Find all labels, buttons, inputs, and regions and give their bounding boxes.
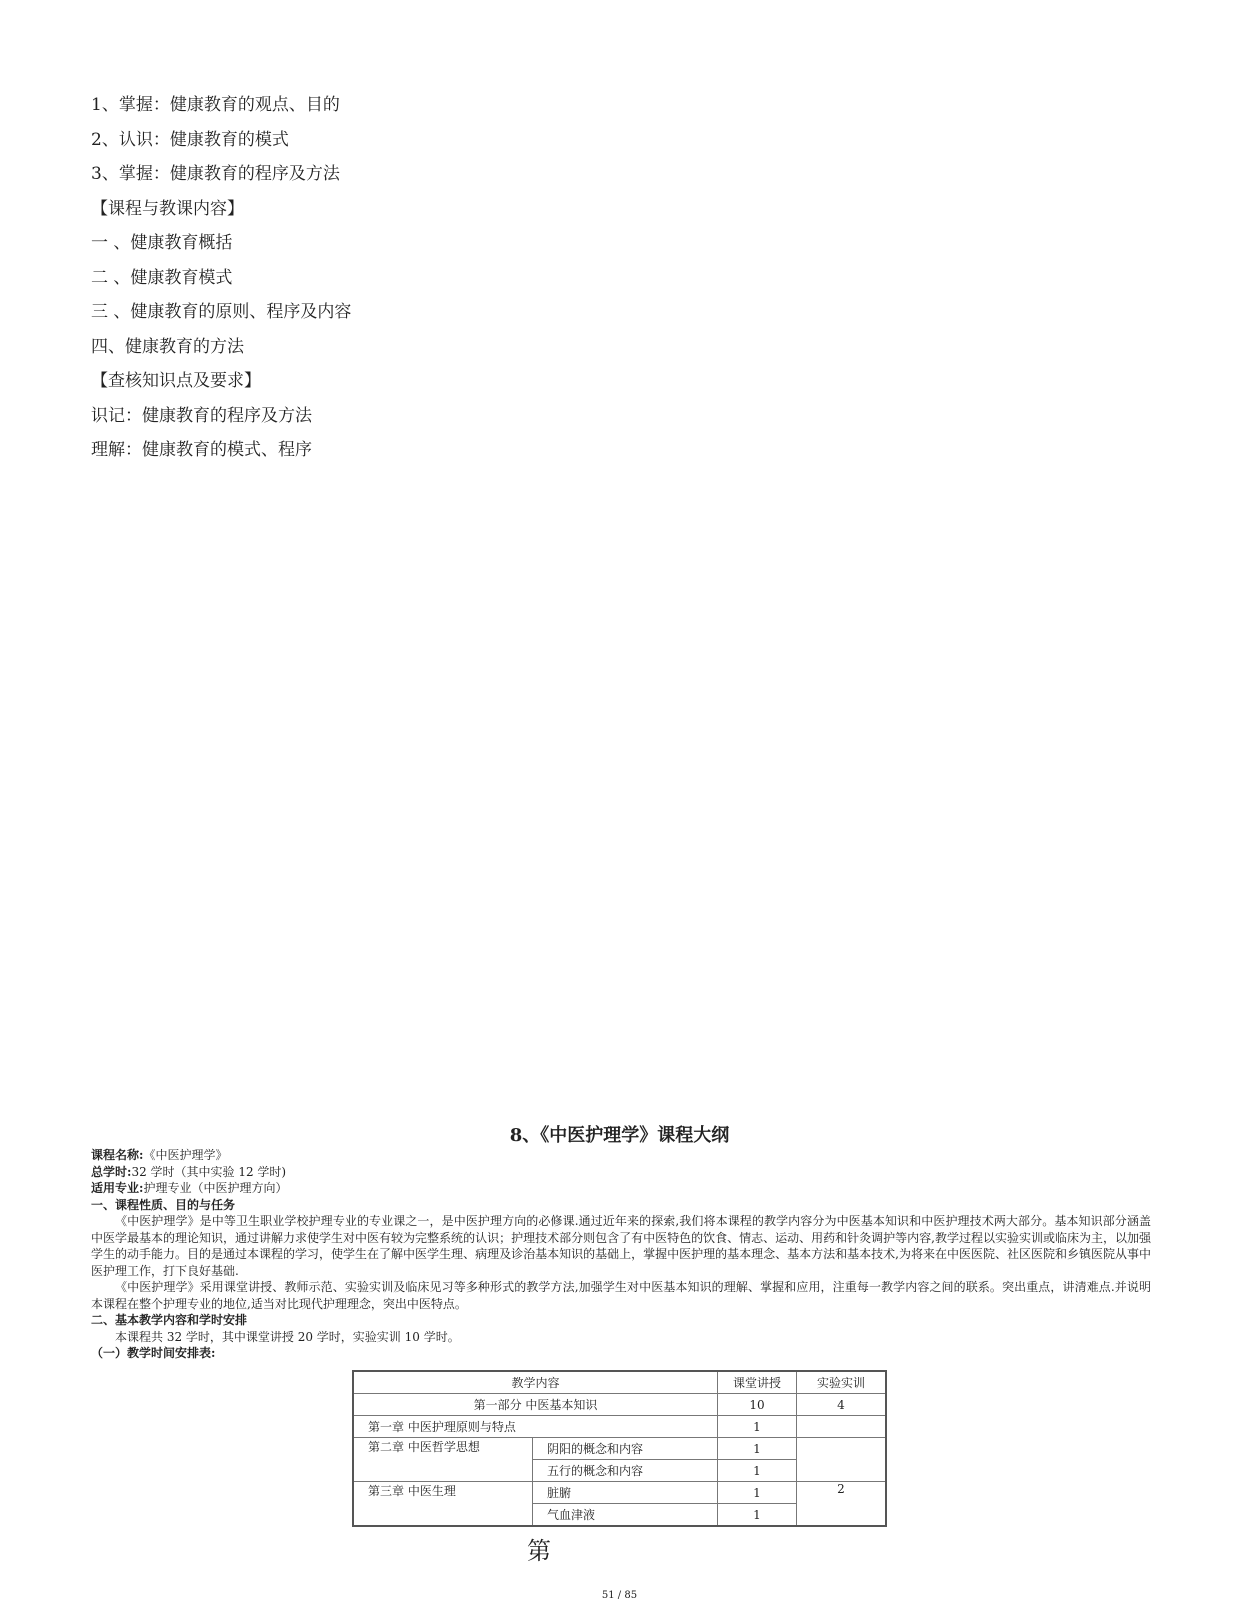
paragraph: 本课程共 32 学时，其中课堂讲授 20 学时，实验实训 10 学时。 xyxy=(115,1329,460,1344)
table-cell: 2 xyxy=(797,1482,887,1527)
table-cell: 第三章 中医生理 xyxy=(353,1482,533,1527)
table-cell xyxy=(797,1416,887,1438)
part1-heading: 一、课程性质、目的与任务 xyxy=(91,1197,236,1212)
table-cell xyxy=(797,1438,887,1482)
list-line: 【课程与教课内容】 xyxy=(91,198,244,219)
table-cell: 1 xyxy=(718,1416,797,1438)
list-line: 二 、健康教育模式 xyxy=(91,267,233,288)
list-line: 四、健康教育的方法 xyxy=(91,336,244,357)
total-hours-row xyxy=(91,1164,1151,1181)
list-line: 三 、健康教育的原则、程序及内容 xyxy=(91,302,352,322)
section-title: 8、《中医护理学》课程大纲 xyxy=(509,1125,730,1146)
table-cell: 第二章 中医哲学思想 xyxy=(353,1438,533,1482)
total-hours-label: 总学时: xyxy=(91,1164,132,1179)
course-name-value: 《中医护理学》 xyxy=(143,1148,228,1162)
schedule-table xyxy=(352,1370,887,1527)
table-cell: 10 xyxy=(718,1394,797,1416)
paragraph: 《中医护理学》是中等卫生职业学校护理专业的专业课之一，是中医护理方向的必修课.通过近年来的探索,我们将本课程的教学内容分为中医基本知识和中医护理技术两大部分。基本知识部分涵盖中医学最基本的理论知识，通过讲解力求使学生对中医有较为完整系统的认识；护理技术部分则包含了有中医特色的饮食、情志、运动、用药和针灸调护等内容,教学过程以实验实训或临床为主，以加强学生的动手能力。目的是通过本课程的学习，使学生在了解中医学生理、病理及诊治基本知识的基础上，掌握中医护理的基本理念、基本方法和基本技术,为将来在中医医院、社区医院和乡镇医院从事中医护理工作，打下良好基础. xyxy=(91,1214,1151,1278)
table-cell: 1 xyxy=(718,1482,797,1504)
table-row xyxy=(353,1416,886,1438)
major-row xyxy=(91,1180,1151,1197)
table-header-row xyxy=(353,1371,886,1394)
major-value: 护理专业（中医护理方向） xyxy=(143,1181,288,1195)
table-cell: 第一部分 中医基本知识 xyxy=(353,1394,718,1416)
header-cell: 课堂讲授 xyxy=(718,1371,797,1394)
table-cell: 脏腑 xyxy=(533,1482,718,1504)
header-cell: 实验实训 xyxy=(797,1371,887,1394)
table-cell: 五行的概念和内容 xyxy=(533,1460,718,1482)
list-line: 一 、健康教育概括 xyxy=(91,233,233,253)
course-name-label: 课程名称: xyxy=(91,1148,144,1162)
paragraph: 《中医护理学》采用课堂讲授、教师示范、实验实训及临床见习等多种形式的教学方法,加强学生对中医基本知识的理解、掌握和应用，注重每一教学内容之间的联系。突出重点，讲清难点.并说明本课程在整个护理专业的地位,适当对比现代护理理念，突出中医特点。 xyxy=(91,1280,1151,1311)
course-name-row xyxy=(91,1147,1151,1164)
list-line: 1、掌握：健康教育的观点、目的 xyxy=(91,95,340,115)
header-cell: 教学内容 xyxy=(353,1371,718,1394)
list-line: 2、认识：健康教育的模式 xyxy=(91,129,289,150)
table-cell: 4 xyxy=(797,1394,887,1416)
objectives-list xyxy=(91,88,351,468)
table-cell: 气血津液 xyxy=(533,1504,718,1527)
table-cell: 1 xyxy=(718,1460,797,1482)
table-row xyxy=(353,1438,886,1460)
list-line: 【查核知识点及要求】 xyxy=(91,371,261,391)
table-cell: 第一章 中医护理原则与特点 xyxy=(353,1416,718,1438)
table-cell: 1 xyxy=(718,1504,797,1527)
trailing-character: 第 xyxy=(527,1537,551,1565)
table-cell: 1 xyxy=(718,1438,797,1460)
page-number: 51 / 85 xyxy=(601,1590,638,1601)
list-line: 识记：健康教育的程序及方法 xyxy=(91,405,312,426)
table-cell: 阴阳的概念和内容 xyxy=(533,1438,718,1460)
part2-heading: 二、基本教学内容和学时安排 xyxy=(91,1313,248,1327)
total-hours-value: 32 学时（其中实验 12 学时) xyxy=(131,1164,287,1179)
table-row xyxy=(353,1394,886,1416)
table-heading: （一）教学时间安排表: xyxy=(91,1346,216,1360)
list-line: 3、掌握：健康教育的程序及方法 xyxy=(91,164,340,184)
table-row xyxy=(353,1482,886,1504)
major-label: 适用专业: xyxy=(91,1181,144,1195)
course-outline xyxy=(91,1147,1151,1362)
list-line: 理解：健康教育的模式、程序 xyxy=(91,440,312,460)
